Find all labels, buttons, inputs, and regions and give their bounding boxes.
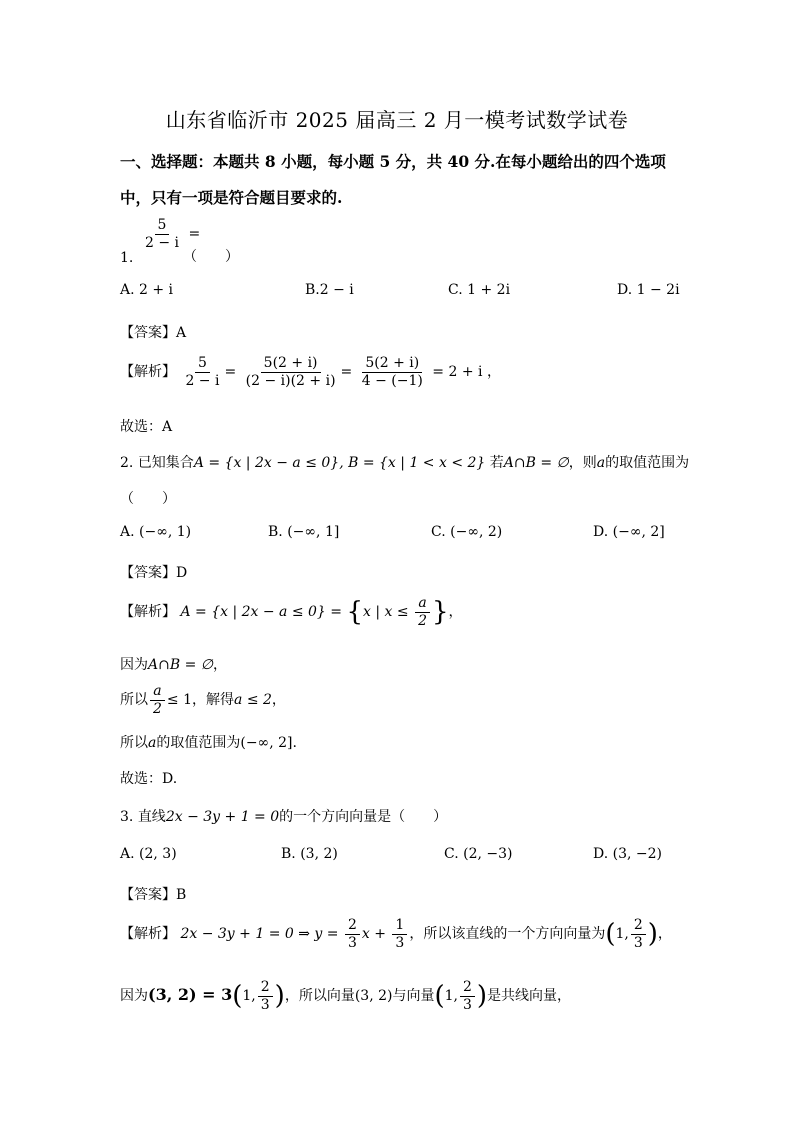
q3-analysis: 【解析】 2x − 3y + 1 = 0 ⇒ y = $\frac{2}{3}$ x + $\frac{1}{3}$ ，所以该直线的一个方向向量为(1, $\frac{2}{3}$ )， [120, 917, 672, 951]
q2-stem: 2. 已知集合A = {x | 2x − a ≤ 0}, B = {x | 1 < x < 2} 若A∩B = ∅，则a的取值范围为 [120, 455, 690, 471]
q3-option-b: B. (3, 2) [281, 846, 338, 862]
q2-paren: （ ） [120, 491, 176, 507]
q2-so-1: 所以 $\frac{a}{2}$ ≤ 1，解得a ≤ 2， [120, 683, 286, 717]
q2-answer: 【答案】D [120, 565, 188, 581]
q1-option-d: D. 1 − 2i [617, 282, 680, 298]
section-heading-line1: 一、选择题：本题共 8 小题，每小题 5 分，共 40 分.在每小题给出的四个选项 [120, 152, 666, 171]
q2-so-2: 所以a的取值范围为(−∞, 2]. [120, 735, 297, 751]
q2-analysis: 【解析】 A = {x | 2x − a ≤ 0} = {x | x ≤ $\frac{a}{2}$ }， [120, 595, 463, 629]
q1-option-a: A. 2 + i [120, 282, 174, 298]
q2-because: 因为A∩B = ∅， [120, 657, 227, 673]
q2-option-c: C. (−∞, 2) [431, 524, 503, 540]
q3-stem: 3. 直线2x − 3y + 1 = 0的一个方向向量是（ ） [120, 809, 448, 825]
q3-because: 因为(3, 2) = 3(1, $\frac{2}{3}$ )，所以向量(3, 2)与向量(1, $\frac{2}{3}$ )是共线向量， [120, 979, 572, 1013]
page-title: 山东省临沂市 2025 届高三 2 月一模考试数学试卷 [165, 108, 629, 132]
q1-option-c: C. 1 + 2i [448, 282, 511, 298]
q3-option-a: A. (2, 3) [120, 846, 177, 862]
q1-fraction: $\frac{5}{2 - i}$ = [145, 217, 201, 251]
q3-answer: 【答案】B [120, 887, 187, 903]
q2-conclusion: 故选：D. [120, 771, 178, 787]
q3-option-c: C. (2, −3) [444, 846, 513, 862]
q3-option-d: D. (3, −2) [593, 846, 663, 862]
q2-option-a: A. (−∞, 1) [120, 524, 192, 540]
q1-analysis: 【解析】 $\frac{5}{2 - i}$ = $\frac{5(2 + i)}{(2 - i)(2 + i)}$ = $\frac{5(2 + i)}{4 - (-1)}$ = 2 + i ， [120, 355, 501, 389]
q1-option-b: B.2 − i [305, 282, 354, 298]
q1-number: 1. [120, 250, 134, 266]
q2-option-b: B. (−∞, 1] [268, 524, 340, 540]
q1-answer: 【答案】A [120, 325, 187, 341]
q2-option-d: D. (−∞, 2] [593, 524, 665, 540]
q1-paren: （ ） [183, 249, 239, 265]
q1-conclusion: 故选：A [120, 419, 173, 435]
section-heading-line2: 中，只有一项是符合题目要求的. [120, 188, 343, 207]
